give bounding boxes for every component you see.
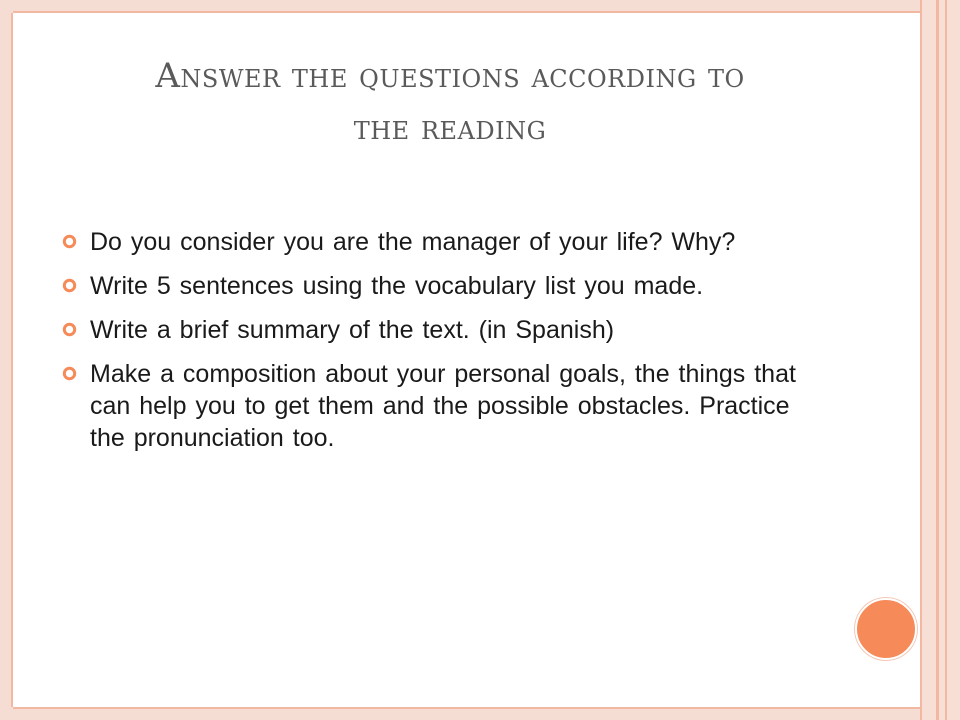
orange-circle-decoration [855,598,917,660]
bullet-text: Write a brief summary of the text. (in Spanish) [90,316,615,344]
list-item [62,270,802,302]
slide-title-line2: the reading [353,108,547,148]
ring-bullet-icon [62,278,77,293]
bullet-text: Make a composition about your personal goals, the things that can help you to get them and the possible obstacles. Practice the pronunciation too. [90,360,796,452]
ring-bullet-icon [62,234,77,249]
slide-title [60,50,840,154]
frame-bottom-border [0,707,922,720]
list-item [62,314,802,346]
bullet-text: Do you consider you are the manager of your life? Why? [90,228,736,256]
list-item [62,226,802,258]
bullet-text: Write 5 sentences using the vocabulary list you made. [90,272,704,300]
stripe [947,0,960,720]
stripe [922,0,936,720]
frame-left-border [0,0,13,720]
list-item [62,358,802,454]
slide-title-line1: Answer the questions according to [155,56,745,96]
frame-top-border [0,0,922,13]
bullet-list [62,226,802,466]
ring-bullet-icon [62,322,77,337]
ring-bullet-icon [62,366,77,381]
right-stripes-decoration [920,0,960,720]
